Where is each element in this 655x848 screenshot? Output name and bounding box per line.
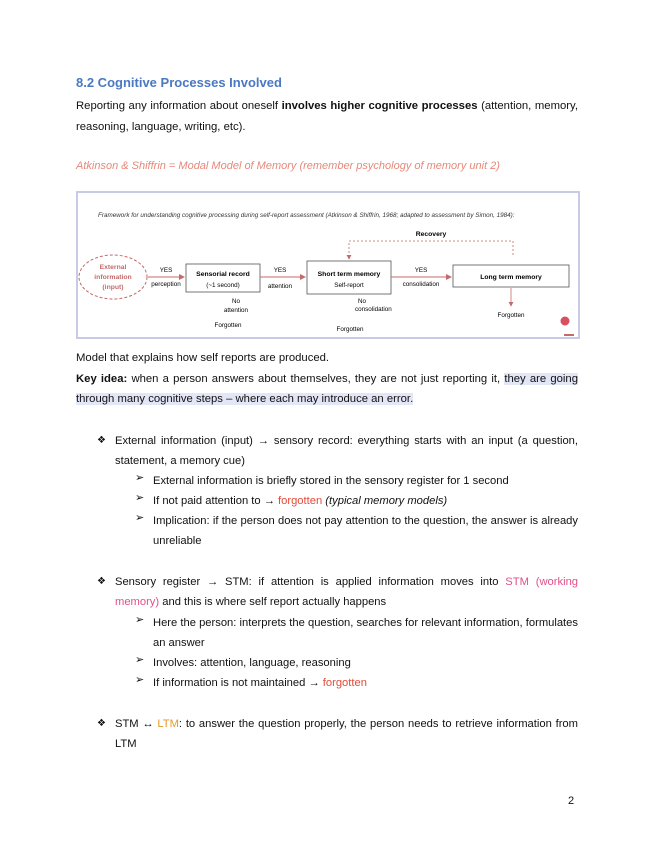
forgotten-label-1: Forgotten: [214, 322, 242, 329]
section-heading: 8.2 Cognitive Processes Involved: [76, 75, 282, 90]
sub-bullet-icon: ➢: [135, 472, 145, 484]
key-idea-text: when a person answers about themselves, they are not just reporting it,: [127, 372, 505, 385]
sensorial-subtitle: (~1 second): [206, 282, 240, 289]
figure-caption: Framework for understanding cognitive processing during self-report assessment (Atkinson & Shiffrin, 1968; adapted to assessment by Simon, 1984):: [98, 212, 515, 219]
forgotten-label-3: Forgotten: [497, 312, 525, 319]
sub-bullet-icon: ➢: [135, 492, 145, 504]
external-label-2: information: [94, 274, 132, 281]
bullet-2-sub-1: Here the person: interprets the question, searches for relevant information, formulates an answer: [153, 617, 578, 649]
forgotten-term: forgotten: [278, 495, 323, 507]
sub-bullet-icon: ➢: [135, 654, 145, 666]
bullet-2-sub-3: [153, 673, 578, 693]
bullet-1-sub-2: [153, 491, 578, 511]
no-label-2: No: [358, 298, 367, 305]
intro-paragraph: [76, 96, 578, 137]
sub-bullet-icon: ➢: [135, 512, 145, 524]
bullet-3-text-end: : to answer the question properly, the person needs to retrieve information from LTM: [115, 718, 578, 750]
forgotten-term: forgotten: [322, 677, 367, 689]
consolidation-label: consolidation: [402, 281, 440, 288]
intro-bold-text: involves higher cognitive processes: [281, 100, 478, 112]
external-label-3: (input): [102, 284, 124, 291]
memory-model-figure: [76, 191, 580, 339]
ltm-title: Long term memory: [480, 274, 542, 281]
sub-2-text: If not paid attention to →: [153, 495, 279, 507]
typical-memory-note: (typical memory models): [322, 495, 448, 507]
bullet-icon: ❖: [97, 576, 106, 587]
stm-working-memory-term: STM (working memory): [115, 576, 579, 608]
sub-bullet-icon: ➢: [135, 614, 145, 626]
bullet-3-text-start: STM ↔: [115, 718, 158, 730]
decorative-dot-icon: [561, 317, 570, 326]
attention-label: attention: [267, 283, 293, 290]
intro-text-end: (attention, memory, reasoning, language, writing, etc).: [76, 100, 578, 133]
bullet-2-sub-2: Involves: attention, language, reasoning: [153, 657, 351, 669]
sensorial-title: Sensorial record: [196, 271, 250, 278]
bullet-3-text: [115, 714, 578, 754]
bullet-2-text-end: and this is where self report actually happens: [159, 596, 387, 608]
sub-bullet-icon: ➢: [135, 674, 145, 686]
recovery-arrow: [349, 241, 513, 259]
forgotten-label-2: Forgotten: [336, 326, 364, 333]
yes-label-1: YES: [159, 267, 173, 274]
stm-subtitle: Self-report: [334, 282, 364, 289]
bullet-2-text: [115, 572, 578, 612]
sub-3-text: If information is not maintained →: [153, 677, 323, 689]
stm-title: Short term memory: [317, 271, 381, 278]
model-line-1: Model that explains how self reports are produced.: [76, 352, 330, 364]
no-label-1: No: [231, 298, 241, 305]
bullet-1-sub-1: External information is briefly stored in the sensory register for 1 second: [153, 475, 509, 487]
bullet-icon: ❖: [97, 718, 106, 729]
yes-label-3: YES: [414, 267, 428, 274]
bullet-1-sub-3: Implication: if the person does not pay attention to the question, the answer is already unreliable: [153, 515, 578, 547]
bullet-icon: ❖: [97, 435, 106, 446]
perception-label: perception: [151, 281, 181, 288]
bullet-2-text-start: Sensory register → STM: if attention is applied information moves into: [115, 576, 506, 588]
bullet-1-text: External information (input) → sensory record: everything starts with an input (a question, statement, a memory cue): [115, 435, 578, 467]
model-subtitle: Atkinson & Shiffrin = Modal Model of Memory (remember psychology of memory unit 2): [76, 160, 500, 172]
no-attention-label: attention: [223, 307, 249, 314]
ltm-term: LTM: [157, 718, 179, 730]
decorative-mark-icon: [564, 334, 574, 336]
memory-model-diagram: [78, 193, 578, 337]
intro-text: Reporting any information about oneself: [76, 100, 282, 112]
yes-label-2: YES: [273, 267, 287, 274]
key-idea-label: Key idea:: [76, 372, 128, 385]
key-idea-highlight: they are going through many cognitive steps – where each may introduce an error.: [76, 372, 578, 405]
external-label-1: External: [99, 264, 127, 271]
page-number: 2: [568, 795, 575, 807]
recovery-label: Recovery: [415, 231, 447, 238]
no-consolidation-label: consolidation: [355, 306, 392, 313]
model-paragraph: [76, 348, 578, 410]
